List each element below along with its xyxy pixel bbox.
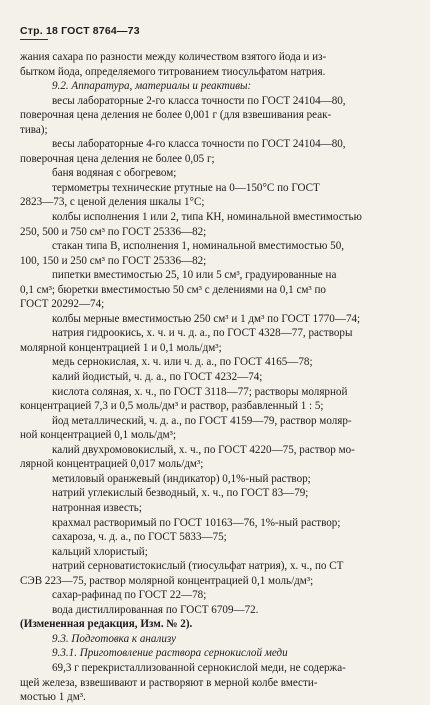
text-line: пипетки вместимостью 25, 10 или 5 см³, градуированные на	[52, 269, 337, 282]
text-line: (Измененная редакция, Изм. № 2).	[20, 618, 193, 631]
text-line: медь сернокислая, х. ч. или ч. д. а., по ГОСТ 4165—78;	[52, 356, 313, 369]
text-line: лярной концентрацией 0,017 моль/дм³;	[20, 458, 204, 471]
text-line: 0,1 см³; бюретки вместимостью 50 см³ с делениями на 0,1 см³ по	[20, 283, 326, 296]
text-line: 69,3 г перекристаллизованной сернокислой меди, не содержа-	[52, 661, 346, 674]
header-rule	[20, 39, 48, 40]
text-line: 100, 150 и 250 см³ по ГОСТ 25336—82;	[20, 254, 207, 267]
text-line: термометры технические ртутные на 0—150°С по ГОСТ	[52, 181, 320, 194]
text-line: баня водяная с обогревом;	[52, 167, 177, 180]
text-line: кальций хлористый;	[52, 545, 148, 558]
text-line: 250, 500 и 750 см³ по ГОСТ 25336—82;	[20, 225, 207, 238]
text-line: весы лабораторные 2-го класса точности по ГОСТ 24104—80,	[52, 94, 346, 107]
text-line: бытком йода, определяемого титрованием тиосульфатом натрия.	[20, 65, 326, 78]
text-line: колбы мерные вместимостью 250 см³ и 1 дм³ по ГОСТ 1770—74;	[52, 312, 361, 325]
text-line: сахар-рафинад по ГОСТ 22—78;	[52, 589, 207, 602]
text-line: щей железа, взвешивают и растворяют в мерной колбе вмести-	[20, 676, 318, 689]
text-line: калий двухромовокислый, х. ч., по ГОСТ 4220—75, раствор мо-	[52, 443, 355, 456]
text-line: мостью 1 дм³.	[20, 691, 86, 704]
text-line: ГОСТ 20292—74;	[20, 298, 105, 311]
text-line: кислота соляная, х. ч., по ГОСТ 3118—77; растворы молярной	[52, 385, 348, 398]
text-line: ной концентрацией 0,1 моль/дм³;	[20, 429, 177, 442]
text-line: стакан типа В, исполнения 1, номинальной вместимостью 50,	[52, 240, 345, 253]
text-line: поверочная цена деления не более 0,05 г;	[20, 152, 215, 165]
text-line: поверочная цена деления не более 0,001 г (для взвешивания реак-	[20, 109, 332, 122]
text-line: 2823—73, с ценой деления шкалы 1°С;	[20, 196, 205, 209]
text-line: крахмал растворимый по ГОСТ 10163—76, 1%-ный раствор;	[52, 516, 341, 529]
text-line: 9.3.1. Приготовление раствора сернокислой меди	[52, 647, 288, 660]
text-line: СЭВ 223—75, раствор молярной концентрацией 0,1 моль/дм³;	[20, 574, 314, 587]
text-line: колбы исполнения 1 или 2, типа КН, номинальной вместимостью	[52, 211, 362, 224]
text-line: вода дистиллированная по ГОСТ 6709—72.	[52, 603, 259, 616]
text-line: 9.3. Подготовка к анализу	[52, 632, 177, 645]
text-line: натрия гидроокись, х. ч. и ч. д. а., по ГОСТ 4328—77, растворы	[52, 327, 353, 340]
text-line: концентрацией 7,3 и 0,5 моль/дм³ и раствор, разбавленный 1 : 5;	[20, 400, 324, 413]
text-line: натрий углекислый безводный, х. ч., по ГОСТ 83—79;	[52, 487, 309, 500]
text-line: йод металлический, ч. д. а., по ГОСТ 4159—79, раствор моляр-	[52, 414, 352, 427]
text-line: молярной концентрацией 1 и 0,1 моль/дм³;	[20, 341, 222, 354]
text-line: 9.2. Аппаратура, материалы и реактивы:	[52, 80, 252, 93]
text-line: тива);	[20, 123, 48, 136]
text-line: сахароза, ч. д. а., по ГОСТ 5833—75;	[52, 531, 227, 544]
text-line: натронная известь;	[52, 501, 142, 514]
text-line: жания сахара по разности между количеством взятого йода и из-	[20, 51, 327, 63]
text-line: весы лабораторные 4-го класса точности по ГОСТ 24104—80,	[52, 138, 346, 151]
text-line: натрий серноватистокислый (тиосульфат натрия), х. ч., по СТ	[52, 560, 344, 573]
text-line: метиловый оранжевый (индикатор) 0,1%-ный раствор;	[52, 472, 311, 485]
document-body	[20, 50, 418, 705]
text-line: калий йодистый, ч. д. а., по ГОСТ 4232—74;	[52, 371, 263, 384]
page-header: Стр. 18 ГОСТ 8764—73	[20, 25, 140, 37]
